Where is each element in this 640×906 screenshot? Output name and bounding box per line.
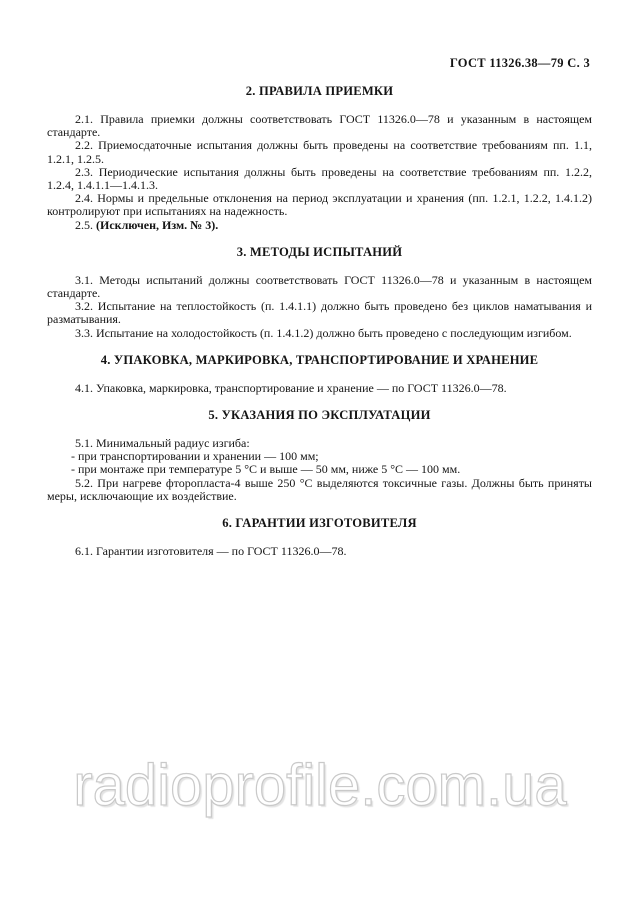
paragraph-2-2: 2.2. Приемосдаточные испытания должны быть проведены на соответствие требованиям пп. 1.1, 1.2.1, 1.2.5. bbox=[47, 138, 592, 166]
paragraph-2-3: 2.3. Периодические испытания должны быть проведены на соответствие требованиям пп. 1.2.2, 1.2.4, 1.4.1.1—1.4.1.3. bbox=[47, 164, 592, 193]
paragraph-3-3: 3.3. Испытание на холодостойкость (п. 1.4.1.2) должно быть проведено с последующим изгибом. bbox=[75, 325, 572, 340]
paragraph-4-1: 4.1. Упаковка, маркировка, транспортирование и хранение — по ГОСТ 11326.0—78. bbox=[75, 380, 507, 395]
document-content bbox=[47, 56, 592, 558]
section-heading-3: 3. МЕТОДЫ ИСПЫТАНИЙ bbox=[236, 244, 403, 259]
paragraph-5-2: 5.2. При нагреве фторопласта-4 выше 250 °С выделяются токсичные газы. Должны быть приняты меры, исключающие их воздействие. bbox=[47, 475, 592, 503]
watermark-text: radioprofile.com.ua bbox=[73, 753, 567, 818]
section-heading-6: 6. ГАРАНТИИ ИЗГОТОВИТЕЛЯ bbox=[222, 516, 417, 531]
paragraph-2-5 bbox=[47, 219, 592, 232]
paragraph-3-1: 3.1. Методы испытаний должны соответствовать ГОСТ 11326.0—78 и указанным в настоящем стандарте. bbox=[47, 272, 592, 301]
paragraph-5-1-item-montage: - при монтаже при температуре 5 °С и выше — 50 мм, ниже 5 °С — 100 мм. bbox=[71, 462, 461, 477]
paragraph-2-5-number: 2.5. bbox=[75, 217, 96, 232]
paragraph-5-1-item-transport: - при транспортировании и хранении — 100 мм; bbox=[71, 449, 319, 464]
paragraph-5-1: 5.1. Минимальный радиус изгиба: bbox=[75, 436, 250, 451]
section-heading-4: 4. УПАКОВКА, МАРКИРОВКА, ТРАНСПОРТИРОВАНИЕ И ХРАНЕНИЕ bbox=[100, 352, 539, 367]
section-heading-2: 2. ПРАВИЛА ПРИЕМКИ bbox=[245, 84, 394, 98]
page-header-doc-ref: ГОСТ 11326.38—79 С. 3 bbox=[449, 56, 590, 70]
paragraph-2-1: 2.1. Правила приемки должны соответствовать ГОСТ 11326.0—78 и указанным в настоящем стандарте. bbox=[47, 112, 592, 140]
paragraph-2-4: 2.4. Нормы и предельные отклонения на период эксплуатации и хранения (пп. 1.2.1, 1.2.2, 1.4.1.2) контролируют при испытаниях на надежность. bbox=[47, 191, 592, 219]
paragraph-3-2: 3.2. Испытание на теплостойкость (п. 1.4.1.1) должно быть проведено без циклов наматывания и разматывания. bbox=[47, 299, 592, 327]
paragraph-2-5-excluded-note: (Исключен, Изм. № 3). bbox=[96, 217, 219, 232]
paragraph-6-1: 6.1. Гарантии изготовителя — по ГОСТ 11326.0—78. bbox=[75, 544, 347, 559]
section-heading-5: 5. УКАЗАНИЯ ПО ЭКСПЛУАТАЦИИ bbox=[208, 408, 431, 423]
